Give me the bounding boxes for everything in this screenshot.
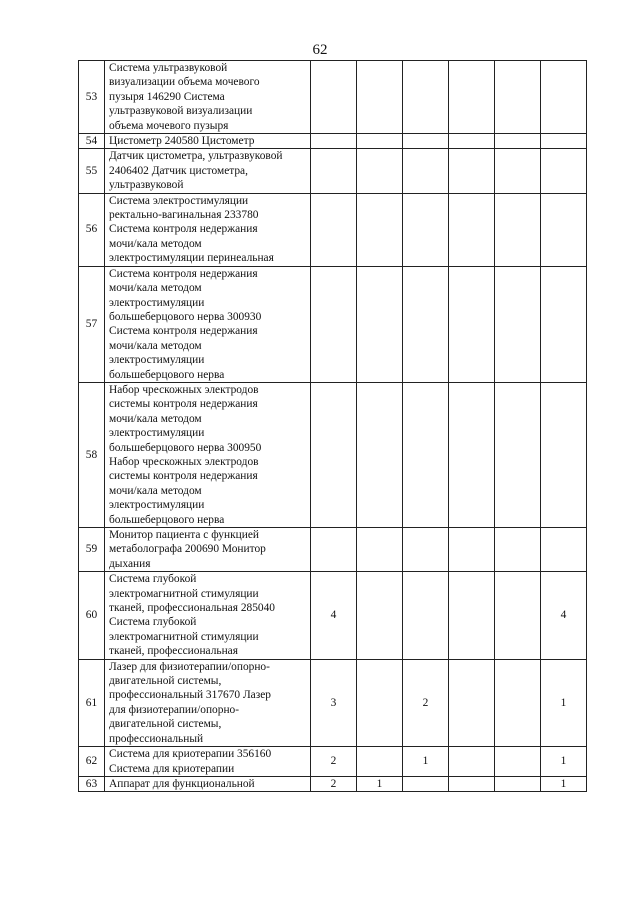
item-name [105, 61, 311, 134]
quantity-cell [357, 659, 403, 746]
item-name-line: Система глубокой [109, 616, 197, 629]
item-name-line: большеберцового нерва [109, 513, 225, 526]
quantity-cell [495, 572, 541, 659]
row-number: 56 [79, 193, 105, 266]
item-name-line: системы контроля недержания [109, 398, 258, 411]
quantity-cell: 1 [541, 776, 587, 791]
quantity-cell [541, 149, 587, 193]
quantity-cell [403, 149, 449, 193]
quantity-cell [495, 193, 541, 266]
quantity-cell [403, 572, 449, 659]
item-name-line: пузыря 146290 Система [109, 90, 225, 103]
quantity-cell [403, 382, 449, 527]
item-name [105, 572, 311, 659]
item-name-line: метаболографа 200690 Монитор [109, 543, 266, 556]
table-row [79, 61, 587, 134]
item-name-line: тканей, профессиональная [109, 645, 238, 658]
table-row [79, 266, 587, 382]
quantity-cell [311, 266, 357, 382]
quantity-cell: 2 [311, 776, 357, 791]
quantity-cell: 3 [311, 659, 357, 746]
item-name-line: Система глубокой [109, 573, 197, 586]
item-name-line: Система контроля недержания [109, 267, 258, 280]
quantity-cell: 1 [541, 659, 587, 746]
item-name-line: двигательной системы, [109, 675, 222, 688]
item-name [105, 149, 311, 193]
item-name [105, 528, 311, 572]
item-name-line: электромагнитной стимуляции [109, 630, 259, 643]
item-name-line: электростимуляции [109, 499, 205, 512]
row-number: 55 [79, 149, 105, 193]
quantity-cell [449, 193, 495, 266]
row-number: 60 [79, 572, 105, 659]
quantity-cell [311, 61, 357, 134]
item-name-line: мочи/кала методом [109, 282, 202, 295]
item-name-line: ректально-вагинальная 233780 [109, 209, 259, 222]
row-number: 59 [79, 528, 105, 572]
equipment-table [78, 60, 587, 792]
table-row [79, 747, 587, 777]
table-row [79, 193, 587, 266]
table-row [79, 776, 587, 791]
quantity-cell [495, 266, 541, 382]
quantity-cell [541, 61, 587, 134]
quantity-cell [541, 266, 587, 382]
quantity-cell [403, 134, 449, 149]
row-number: 54 [79, 134, 105, 149]
item-name-line: Система контроля недержания [109, 223, 258, 236]
quantity-cell: 1 [357, 776, 403, 791]
item-name [105, 659, 311, 746]
table-body [79, 61, 587, 792]
item-name-line: мочи/кала методом [109, 237, 202, 250]
quantity-cell [311, 193, 357, 266]
quantity-cell [357, 149, 403, 193]
quantity-cell [449, 528, 495, 572]
quantity-cell [311, 528, 357, 572]
row-number: 58 [79, 382, 105, 527]
item-name [105, 193, 311, 266]
quantity-cell [495, 149, 541, 193]
quantity-cell: 2 [311, 747, 357, 777]
item-name-line: дыхания [109, 557, 151, 570]
item-name-line: Система для криотерапии 356160 [109, 748, 272, 761]
item-name [105, 382, 311, 527]
quantity-cell [541, 528, 587, 572]
item-name-line: двигательной системы, [109, 718, 222, 731]
quantity-cell [495, 747, 541, 777]
quantity-cell: 4 [311, 572, 357, 659]
quantity-cell [403, 266, 449, 382]
item-name-line: тканей, профессиональная 285040 [109, 602, 275, 615]
quantity-cell [403, 528, 449, 572]
item-name-line: Датчик цистометра, ультразвуковой [109, 150, 283, 163]
item-name-line: ультразвуковой визуализации [109, 105, 253, 118]
quantity-cell [357, 134, 403, 149]
quantity-cell [357, 382, 403, 527]
quantity-cell [311, 382, 357, 527]
item-name-line: профессиональный [109, 732, 204, 745]
quantity-cell: 4 [541, 572, 587, 659]
quantity-cell [495, 776, 541, 791]
table-row [79, 528, 587, 572]
quantity-cell [403, 776, 449, 791]
quantity-cell [541, 382, 587, 527]
item-name-line: мочи/кала методом [109, 339, 202, 352]
item-name-line: большеберцового нерва 300930 [109, 310, 262, 323]
quantity-cell [449, 134, 495, 149]
quantity-cell [495, 528, 541, 572]
row-number: 62 [79, 747, 105, 777]
quantity-cell [357, 747, 403, 777]
quantity-cell: 1 [541, 747, 587, 777]
item-name-line: мочи/кала методом [109, 484, 202, 497]
table-row [79, 149, 587, 193]
quantity-cell: 2 [403, 659, 449, 746]
item-name-line: Лазер для физиотерапии/опорно- [109, 660, 270, 673]
item-name [105, 747, 311, 777]
table-row [79, 382, 587, 527]
item-name [105, 134, 311, 149]
quantity-cell [541, 134, 587, 149]
item-name-line: системы контроля недержания [109, 470, 258, 483]
item-name [105, 266, 311, 382]
quantity-cell [357, 572, 403, 659]
quantity-cell [495, 382, 541, 527]
item-name-line: Аппарат для функциональной [109, 777, 255, 790]
item-name-line: электромагнитной стимуляции [109, 587, 259, 600]
item-name-line: Монитор пациента с функцией [109, 529, 259, 541]
quantity-cell [449, 572, 495, 659]
quantity-cell [495, 61, 541, 134]
item-name-line: Система ультразвуковой [109, 62, 228, 74]
table-row [79, 572, 587, 659]
quantity-cell [357, 266, 403, 382]
quantity-cell [357, 61, 403, 134]
item-name-line: Набор чрескожных электродов [109, 455, 259, 468]
quantity-cell [449, 659, 495, 746]
quantity-cell [311, 149, 357, 193]
item-name-line: объема мочевого пузыря [109, 119, 229, 132]
item-name-line: мочи/кала методом [109, 412, 202, 425]
table-row [79, 659, 587, 746]
quantity-cell [495, 134, 541, 149]
item-name-line: 2406402 Датчик цистометра, [109, 164, 248, 177]
item-name-line: профессиональный 317670 Лазер [109, 689, 271, 702]
item-name-line: электростимуляции [109, 354, 205, 367]
item-name-line: Набор чрескожных электродов [109, 383, 259, 396]
quantity-cell [449, 776, 495, 791]
quantity-cell [449, 61, 495, 134]
item-name-line: ультразвуковой [109, 179, 184, 192]
quantity-cell [403, 193, 449, 266]
item-name-line: большеберцового нерва [109, 368, 225, 381]
table-row [79, 134, 587, 149]
item-name-line: электростимуляции [109, 427, 205, 440]
quantity-cell [541, 193, 587, 266]
quantity-cell [357, 193, 403, 266]
quantity-cell [449, 266, 495, 382]
item-name-line: электростимуляции перинеальная [109, 252, 274, 265]
row-number: 63 [79, 776, 105, 791]
row-number: 57 [79, 266, 105, 382]
item-name-line: большеберцового нерва 300950 [109, 441, 262, 454]
quantity-cell [403, 61, 449, 134]
quantity-cell [449, 149, 495, 193]
quantity-cell [449, 747, 495, 777]
item-name-line: Система для криотерапии [109, 762, 235, 775]
item-name-line: Система контроля недержания [109, 325, 258, 338]
quantity-cell [357, 528, 403, 572]
item-name-line: Система электростимуляции [109, 194, 249, 207]
item-name-line: электростимуляции [109, 296, 205, 309]
item-name-line: для физиотерапии/опорно- [109, 703, 240, 716]
item-name-line: визуализации объема мочевого [109, 76, 260, 89]
quantity-cell [449, 382, 495, 527]
quantity-cell [311, 134, 357, 149]
page-number: 62 [312, 42, 328, 58]
row-number: 53 [79, 61, 105, 134]
row-number: 61 [79, 659, 105, 746]
item-name-line: Цистометр 240580 Цистометр [109, 135, 255, 148]
item-name [105, 776, 311, 791]
quantity-cell [495, 659, 541, 746]
quantity-cell: 1 [403, 747, 449, 777]
